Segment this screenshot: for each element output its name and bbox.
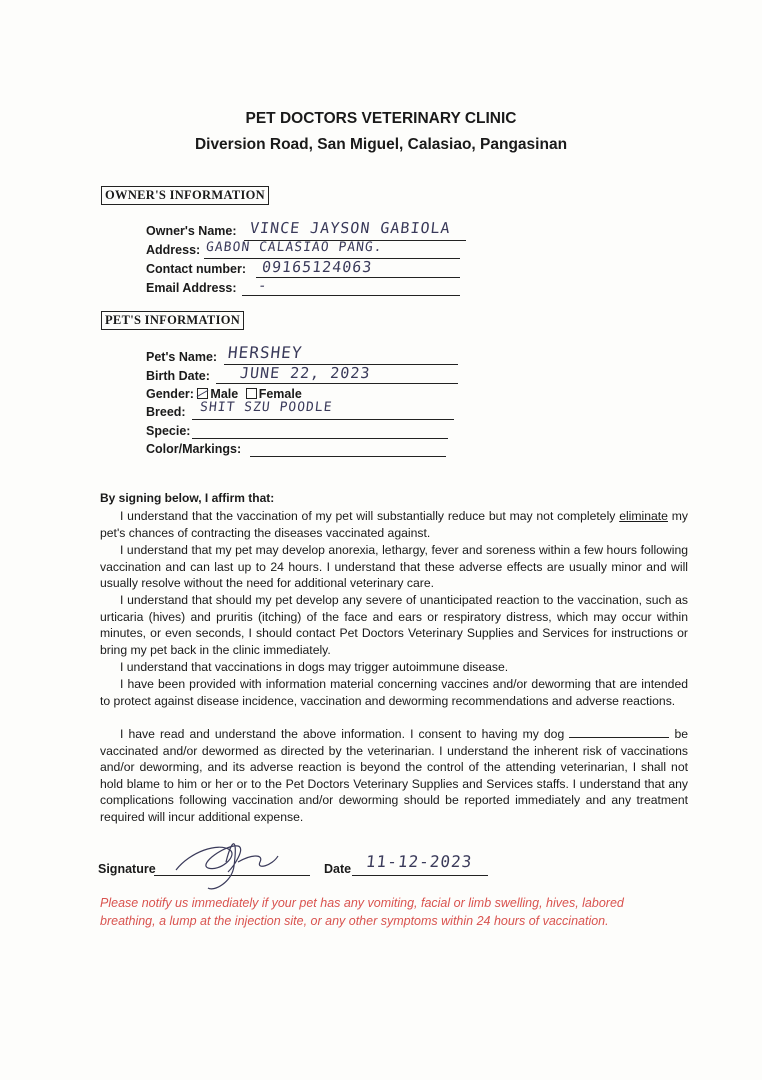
specie-label: Specie: (146, 424, 191, 438)
affirmation-heading: By signing below, I affirm that: (100, 491, 275, 505)
pet-name-label: Pet's Name: (146, 350, 218, 364)
color-field (146, 442, 241, 456)
eliminate-word: eliminate (619, 509, 668, 523)
signature-scribble (168, 832, 298, 896)
clinic-address: Diversion Road, San Miguel, Calasiao, Pangasinan (194, 136, 568, 153)
gender-field (146, 387, 302, 401)
contact-label: Contact number: (146, 262, 246, 276)
breed-value[interactable]: SHIT SZU POODLE (199, 400, 334, 415)
date-label: Date (324, 862, 352, 876)
address-label: Address: (146, 243, 201, 257)
male-label: Male (210, 387, 239, 401)
date-value[interactable]: 11-12-2023 (365, 852, 474, 871)
affirmation-paragraph-6: I have read and understand the above information. I consent to having my dog be vaccinated and/or dewormed as directed by the veterinarian. I understand the inherent risk of vaccinations and/or deworming, and its adverse reaction is beyond the control of the attending veterinarian, I shall not hold blame to him or her or to the Pet Doctors Veterinary Supplies and Services staffs. I understand that any complications following vaccination and/or deworming should be reported immediately and any treatment required will incur additional expense. (100, 727, 688, 824)
owner-name-value[interactable]: VINCE JAYSON GABIOLA (249, 219, 452, 237)
birth-date-line (216, 383, 458, 384)
contact-value[interactable]: 09165124063 (261, 258, 374, 276)
affirmation-paragraph-3: I understand that should my pet develop any severe of unanticipated reaction to the vaccination, such as urticaria (hives) and pruritis (itching) of the face and ears or respiratory distress, which may occur within minutes, or even seconds, I should contact Pet Doctors Veterinary Supplies and Services for instructions or bring my pet back in the clinic immediately. (100, 593, 688, 657)
email-label: Email Address: (146, 281, 237, 295)
pet-name-value[interactable]: HERSHEY (227, 343, 304, 362)
pet-name-field (146, 350, 217, 364)
owner-name-label: Owner's Name: (146, 224, 237, 238)
affirmation-paragraph-2: I understand that my pet may develop anorexia, lethargy, fever and soreness within a few hours following vaccination and can last up to 24 hours. I understand that these adverse effects are usually minor and will usually resolve without the need for additional veterinary care. (100, 543, 688, 591)
birth-date-label: Birth Date: (146, 369, 210, 383)
breed-label: Breed: (146, 405, 186, 419)
date-line (352, 875, 488, 876)
clinic-name: PET DOCTORS VETERINARY CLINIC (245, 110, 517, 127)
birth-date-value[interactable]: JUNE 22, 2023 (239, 364, 372, 382)
contact-field (146, 262, 246, 276)
dog-name-blank[interactable] (569, 727, 669, 738)
notice-text: Please notify us immediately if your pet has any vomiting, facial or limb swelling, hives, labored breathing, a lump at the injection site, or any other symptoms within 24 hours of vaccination. (100, 896, 624, 928)
email-field (146, 281, 237, 295)
affirmation-paragraph-1: I understand that the vaccination of my pet will substantially reduce but may not completely eliminate my pet's chances of contracting the diseases vaccinated against. (100, 509, 689, 540)
email-value[interactable]: - (257, 278, 269, 294)
pet-info-heading: PET'S INFORMATION (101, 311, 244, 330)
female-label: Female (258, 387, 302, 401)
birth-date-field (146, 369, 210, 383)
affirmation-paragraph-5: I have been provided with information material concerning vaccines and/or deworming that are intended to protect against disease incidence, vaccination and deworming recommendations and adverse reactions. (100, 677, 688, 708)
male-checkbox[interactable] (197, 388, 208, 399)
color-line[interactable] (250, 456, 446, 457)
owner-name-field (146, 224, 237, 238)
specie-line[interactable] (192, 438, 448, 439)
email-line (242, 295, 460, 296)
breed-line (192, 419, 454, 420)
color-label: Color/Markings: (146, 442, 242, 456)
specie-field (146, 424, 190, 438)
owner-info-heading: OWNER'S INFORMATION (101, 186, 269, 205)
female-checkbox[interactable] (246, 388, 257, 399)
affirmation-paragraph-4: I understand that vaccinations in dogs may trigger autoimmune disease. (120, 660, 509, 674)
breed-field (146, 405, 186, 419)
address-value[interactable]: GABON CALASIAO PANG. (205, 240, 384, 255)
gender-label: Gender: (146, 387, 194, 401)
address-field (146, 243, 200, 257)
signature-label: Signature (98, 862, 156, 876)
contact-line (256, 277, 460, 278)
